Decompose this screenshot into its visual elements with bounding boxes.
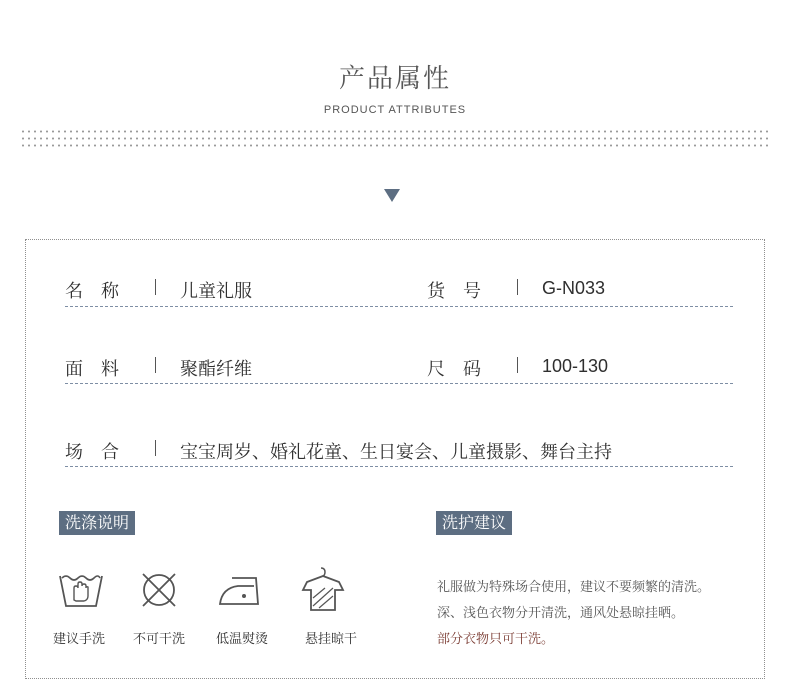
size-label: 尺 码 [427,359,481,380]
page-subtitle: PRODUCT ATTRIBUTES [323,104,467,116]
hang-dry-icon [299,566,347,614]
attr-row-occasion [65,438,733,468]
care-section-title: 洗护建议 [436,511,512,535]
no-dry-clean-icon [135,566,183,614]
separator [155,279,156,295]
care-advice-line-1: 礼服做为特殊场合使用，建议不要频繁的清洗。 [437,580,711,595]
occasion-label: 场 合 [65,442,119,463]
separator [517,279,518,295]
name-value: 儿童礼服 [180,281,252,302]
attr-row-fabric [65,355,733,385]
separator [517,357,518,373]
hand-wash-icon [56,566,104,614]
hang-dry-label: 悬挂晾干 [304,632,357,647]
fabric-label: 面 料 [65,359,119,380]
occasion-value: 宝宝周岁、婚礼花童、生日宴会、儿童摄影、舞台主持 [180,442,612,463]
separator [155,440,156,456]
attr-row-name [65,277,733,307]
care-advice-line-2: 深、浅色衣物分开清洗，通风处悬晾挂晒。 [437,606,685,621]
fabric-value: 聚酯纤维 [180,359,252,380]
low-iron-label: 低温熨烫 [215,632,268,647]
name-label: 名 称 [65,281,119,302]
hand-wash-label: 建议手洗 [52,632,105,647]
attr-divider [65,466,733,467]
attr-divider [65,306,733,307]
code-label: 货 号 [427,281,481,302]
separator [155,357,156,373]
no-dry-clean-label: 不可干洗 [132,632,185,647]
care-advice-warning: 部分衣物只可干洗。 [437,632,555,647]
washing-section-title: 洗涤说明 [59,511,135,535]
low-iron-icon [216,566,264,614]
attr-divider [65,383,733,384]
size-value: 100-130 [542,356,609,376]
page-title: 产品属性 [338,64,451,94]
dotted-divider [20,128,770,150]
down-arrow-icon [384,189,400,202]
code-value: G-N033 [542,278,606,298]
